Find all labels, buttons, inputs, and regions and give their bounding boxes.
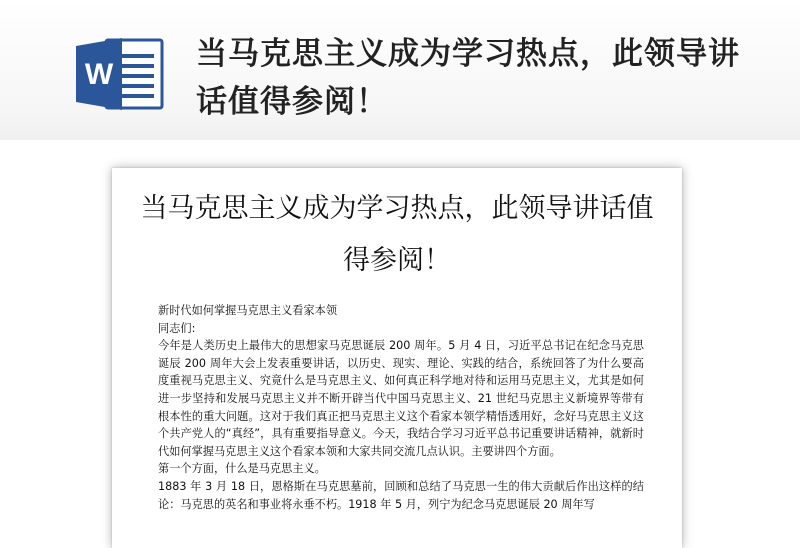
paragraph-subtitle: 新时代如何掌握马克思主义看家本领: [158, 304, 338, 317]
header-title: 当马克思主义成为学习热点，此领导讲话值得参阅！: [196, 36, 740, 120]
word-icon-letter: W: [84, 58, 114, 91]
paragraph-history: 1883 年 3 月 18 日，恩格斯在马克思墓前，回顾和总结了马克思一生的伟大贡献后作出这样的结论：马克思的英名和事业将永垂不朽。1918 年 5 月，列宁为纪念马克思诞辰 20 周年写: [158, 479, 644, 511]
document-body: [158, 302, 644, 513]
paragraph-intro: 今年是人类历史上最伟大的思想家马克思诞辰 200 周年。5 月 4 日，习近平总书记在纪念马克思诞辰 200 周年大会上发表重要讲话，以历史、现实、理论、实践的结合，系统回答了为什么要高度重视马克思主义、究竟什么是马克思主义、如何真正科学地对待和运用马克思主义，尤其是如何进一步坚持和发展马克思主义并不断开辟当代中国马克思主义、21 世纪马克思主义新境界等带有根本性的重大问题。这对于我们真正把马克思主义这个看家本领学精悟透用好，念好马克思主义这个共产党人的“真经”，具有重要指导意义。今天，我结合学习习近平总书记重要讲话精神，就新时代如何掌握马克思主义这个看家本领和大家共同交流几点认识。主要讲四个方面。: [158, 339, 644, 458]
paragraph-section-heading: 第一个方面，什么是马克思主义。: [158, 462, 326, 476]
document-page: [112, 168, 682, 548]
word-document-icon: [76, 36, 166, 112]
document-title: 当马克思主义成为学习热点，此领导讲话值得参阅！: [140, 193, 654, 276]
paragraph-salutation: 同志们:: [158, 321, 196, 335]
